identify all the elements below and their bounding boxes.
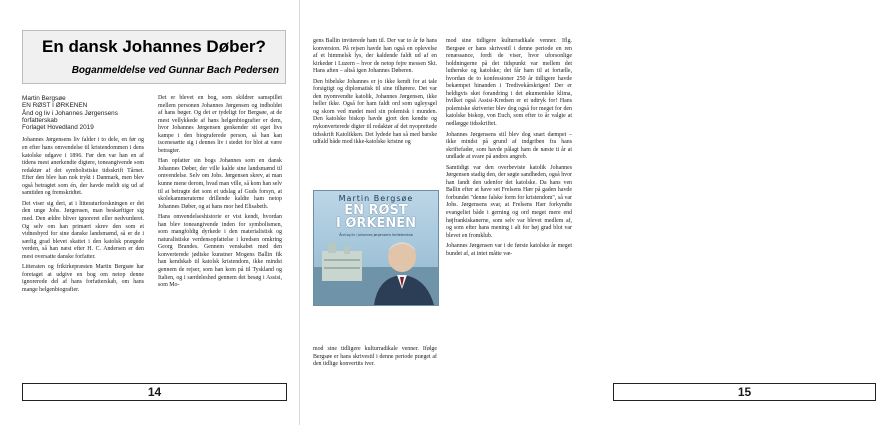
- paragraph: Hans omvendelseshistorie er vist kendt, hvordan han blev toneangivende inden for symbolismen, som mangfoldig dyrkede i den materialistisk og naturalistiske verdensopfattelse i kredsen omkring Georg Brandes. Gennem venskabet med den konverterede jødiske kunstner Mogens Ballin fik han kendskab til katolsk kristendom, ikke mindst gennem de rejser, som han kom på til Tyskland og Italien, og i særdeleshed gennem det besøg i Assisi, som Mo-: [158, 214, 282, 289]
- book-cover-image: [313, 190, 439, 306]
- article-subtitle: Boganmeldelse ved Gunnar Bach Pedersen: [71, 65, 279, 76]
- page-number-right: 15: [737, 385, 752, 399]
- cover-title-line-2: I ØRKENEN: [335, 216, 417, 231]
- paragraph: Litteraten og frikirkepræsten Martin Bergsøe har foretaget at udgive en bog om netop denne ignorerede del af hans forfatterskab, om hans mange helgenbiografier.: [22, 264, 144, 293]
- cover-author: Martin Bergsøe: [338, 194, 414, 203]
- paragraph: mod sine tidligere kulturradikale venner. Ifølge Bergsøe er hans skrivestil i denne periode præget af den tidlige konvertits iver.: [313, 346, 437, 368]
- paragraph: Samtidigt var den overbeviste katolik Johannes Jørgensen stadig den, der søgte sandheden, også hvor han fandt den udenfor det katolske. Da hans ven Ballin efter at have set Frelsens Hær på gaden havde forbundet "denne falske form for kristendom", så var Johs. Jørgensens svar, at Frelsens Hær forkyndte evangeliet både i gerning og ord meget mere end højfrankiskanerne, som selv var blevet medlem af, og som efter hans mening i alt for høj grad blot var blevet en fromklub.: [446, 164, 572, 239]
- paragraph: mod sine tidligere kulturradikale venner. Iflg. Bergsøe er hans skrivestil i denne periode en ren renæssance, fordi de viser, hvor uforsonlige holdningerne på det tidspunkt var mellem det lutherske og katolske; det får ham til at fortælle, hvordan de to konfessioner 250 år tidligere havde bekæmpet hinanden i Tredivekårskrigen! Der er heldigvis sket forandring i det økumeniske klima, hvilket også Assisi-Kredsen er et udtryk for! Hans polemiske skriverier blev dog også for meget for den katolske biskop, von Euch, som efter to år valgte at nedlægge tidsskriftet.: [446, 38, 572, 128]
- byline-subtitle-2: forfatterskab: [22, 116, 58, 124]
- article-title: En dansk Johannes Døber?: [42, 37, 266, 56]
- paragraph: Det viser sig deri, at i litteraturforskningen er det den unge Johs. Jørgensen, man beskæftiger sig med. Den ældre bliver ignoreret eller nedvurderet. Og selv om han primært skrev den som et vidnesbyrd for sine danske landsmænd, så er de i særlig grad blevet skattet i den katolsk prægede verden, så han næst efter H. C. Andersen er den mest oversatte danske forfatter.: [22, 200, 144, 260]
- left-column-2: [158, 95, 282, 377]
- right-column-1-bottom: [313, 346, 437, 372]
- cover-tagline: Ånd og liv i Johannes Jørgensens forfatterskab: [339, 233, 413, 237]
- left-page: [0, 0, 300, 425]
- cover-title-line-1: EN RØST: [344, 203, 408, 218]
- left-column-1: [22, 95, 144, 377]
- paragraph: Den bibelske Johannes er jo ikke kendt for at tale forsigtigt og diplomatisk til sine tilhørere. Det var den nyomvendte katolik, Johannes Jørgensen, ikke heller ikke. Også for ham faldt ord som ugleysgel og skorn ved mødet med sin polemisk i munden. Den katolske biskop havde gjort den kendte og nykonverterede digter til redaktør af det nyoprettede tidsskrift Katolikken. Det lydede han så med barske udfald både mod ikke-katolske kristne og: [313, 78, 437, 146]
- right-column-1-top: [313, 38, 437, 188]
- book-byline: [22, 95, 144, 131]
- paragraph: Det er blevet en bog, som skildrer samspillet mellem personen Johannes Jørgensen og indholdet af hans bøger. Og det er tydeligt for Bergsøe, at de mest vellykkede af hans helgenbiografier er dem, hvor Johannes Jørgensen genkender sit eget livs kampe i den biograferede person, så han kan iscenesætte sig i dennes liv i stedet for blot at være betragter.: [158, 95, 282, 154]
- byline-publisher: Forlaget Hovedland 2019: [22, 124, 94, 132]
- right-page-footer: [613, 383, 876, 401]
- paragraph: Johannes Jørgensens liv falder i to dele, en før og en efter hans omvendelse til kristendommen i dens katolske udgave i 1896. Før den var han en af tidens mest anerkendte digtere, toneangivende som redaktør af det symbolistiske tidsskrift Tårnet. Efter den blev han nok trykt i Danmark, men blev også betragtet som én, der havde meldt sig ud af samtiden og fremskridtet.: [22, 137, 144, 197]
- article-title-box: [22, 30, 286, 84]
- right-column-2: [446, 38, 572, 378]
- paragraph: Han opfatter sin bogs Johannes som en dansk Johannes Døber, der ville kalde sine landsmænd til omvendelse. Selv om Johs. Jørgensen skrev, at man kunne mene derom, hvad man ville, så kom han selv til at betragte det som et udslag af Guds forsyn, at skolekammeraterne drillende kaldte ham netop Johannes Døber, og at hans mor hed Elisabeth.: [158, 158, 282, 210]
- left-page-footer: [22, 383, 287, 401]
- cover-illustration: [314, 237, 438, 305]
- page-number-left: 14: [147, 385, 162, 399]
- paragraph: Johannes Jørgensens stil blev dog snart dæmpet – ikke mindst på grund af indgriben fra hans skriftefader, som havde pålagt ham de næste ti år at undlade at svare på andres angreb.: [446, 131, 572, 161]
- cover-title: [314, 204, 438, 230]
- paragraph: gens Ballin inviterede ham til. Der var to år fø hans konversion. På rejsen havde han også en oplevelse af et himmelsk lys, der kaldende faldt ud af en kirkedør i Luzern – hvor de netop fejre messen Skt. Hans aften – altså igen Johannes Døberen.: [313, 38, 437, 75]
- byline-author: Martin Bergsøe: [22, 95, 66, 102]
- byline-subtitle-1: Ånd og liv i Johannes Jørgensens: [22, 109, 118, 117]
- byline-book-title: EN RØST I ØRKENEN: [22, 102, 88, 110]
- paragraph: Johannes Jørgensen var i de første katolske år meget bundet af, at intet måtte væ-: [446, 243, 572, 257]
